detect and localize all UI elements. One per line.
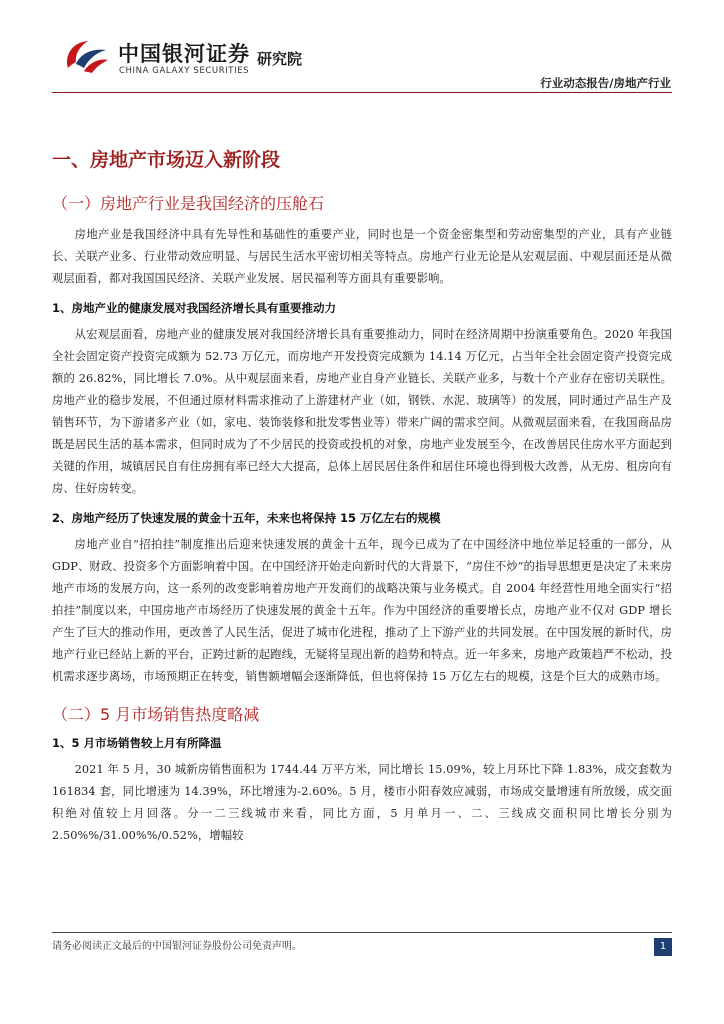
galaxy-logo-icon xyxy=(62,38,110,74)
section-title: 一、房地产市场迈入新阶段 xyxy=(52,149,281,171)
paragraph-1-2: 房地产业自“招拍挂”制度推出后迎来快速发展的黄金十五年，现今已成为了在中国经济中地位举足轻重的一部分，从 GDP、财政、投资多个方面影响着中国。在中国经济开始走向新时代的大背景下，“房住不炒”的指导思想更是决定了未来房地产市场的发展方向，这一系列的改变影响着房地产开发商们的战略决策与业务模式。自 2004 年经营性用地全面实行“招拍挂”制度以来，中国房地产市场经历了快速发展的黄金十五年。作为中国经济的重要增长点，房地产业不仅对 GDP 增长产生了巨大的推动作用，更改善了人民生活，促进了城市化进程，推动了上下游产业的共同发展。在中国发展的新时代，房地产行业已经站上新的平台，正跨过新的起跑线，无疑将呈现出新的趋势和特点。近一年多来，房地产政策趋严不松动，投机需求逐步离场，市场预期正在转变，销售额增幅会逐渐降低，但也将保持 15 万亿左右的规模，这是个巨大的成熟市场。 xyxy=(52,538,672,683)
research-institute-label: 研究院 xyxy=(257,50,303,68)
document-body xyxy=(52,145,672,857)
report-type-label: 行业动态报告/房地产行业 xyxy=(540,76,671,90)
subsection-title-2: （二）5 月市场销售热度略减 xyxy=(52,705,260,724)
brand-name-en: CHINA GALAXY SECURITIES xyxy=(119,66,250,76)
intro-paragraph: 房地产业是我国经济中具有先导性和基础性的重要产业，同时也是一个资金密集型和劳动密集型的产业，具有产业链长、关联产业多、行业带动效应明显、与居民生活水平密切相关等特点。房地产行业无论是从宏观层面、中观层面还是从微观层面看，都对我国国民经济、关联产业发展、居民福利等方面具有重要影响。 xyxy=(52,228,672,285)
paragraph-1-1: 从宏观层面看，房地产业的健康发展对我国经济增长具有重要推动力，同时在经济周期中扮演重要角色。2020 年我国全社会固定资产投资完成额为 52.73 万亿元，而房地产开发投资完成额为 14.14 万亿元，占当年全社会固定资产投资完成额的 26.82%，同比增长 7.0%。从中观层面来看，房地产业自身产业链长、关联产业多，与数十个产业存在密切关联性。房地产业的稳步发展，不但通过原材料需求推动了上游建材产业（如，钢铁、水泥、玻璃等）的发展，同时通过产品生产及销售环节，为下游诸多产业（如，家电、装饰装修和批发零售业等）带来广阔的需求空间。从微观层面来看，在我国商品房既是居民生活的基本需求，但同时成为了不少居民的投资或投机的对象，房地产业发展至今，在改善居民住房水平方面起到关键的作用，城镇居民自有住房拥有率已经大大提高，总体上居民居住条件和居住环境也得到极大改善，从无房、租房向有房、住好房转变。 xyxy=(52,328,672,495)
heading-2-1: 1、5 月市场销售较上月有所降温 xyxy=(52,736,222,750)
subsection-title-1: （一）房地产行业是我国经济的压舱石 xyxy=(52,194,325,213)
page-number: 1 xyxy=(654,938,672,956)
heading-1-1: 1、房地产业的健康发展对我国经济增长具有重要推动力 xyxy=(52,301,336,315)
heading-1-2: 2、房地产经历了快速发展的黄金十五年，未来也将保持 15 万亿左右的规模 xyxy=(52,511,441,525)
disclaimer-text: 请务必阅读正文最后的中国银河证券股份公司免责声明。 xyxy=(52,941,302,952)
footer-divider xyxy=(52,932,672,933)
header-divider xyxy=(52,92,672,93)
paragraph-2-1: 2021 年 5 月，30 城新房销售面积为 1744.44 万平方米，同比增长 15.09%，较上月环比下降 1.83%，成交套数为 161834 套，同比增速为 14.39%，环比增速为-2.60%。5 月，楼市小阳春效应减弱，市场成交量增速有所放缓，成交面积绝对值较上月回落。分一二三线城市来看，同比方面，5 月单月一、二、三线成交面积同比增长分别为 2.50%%/31.00%%/0.52%，增幅较 xyxy=(52,763,672,842)
page-header xyxy=(0,0,724,92)
brand-name-cn: 中国银河证券 xyxy=(118,42,250,66)
